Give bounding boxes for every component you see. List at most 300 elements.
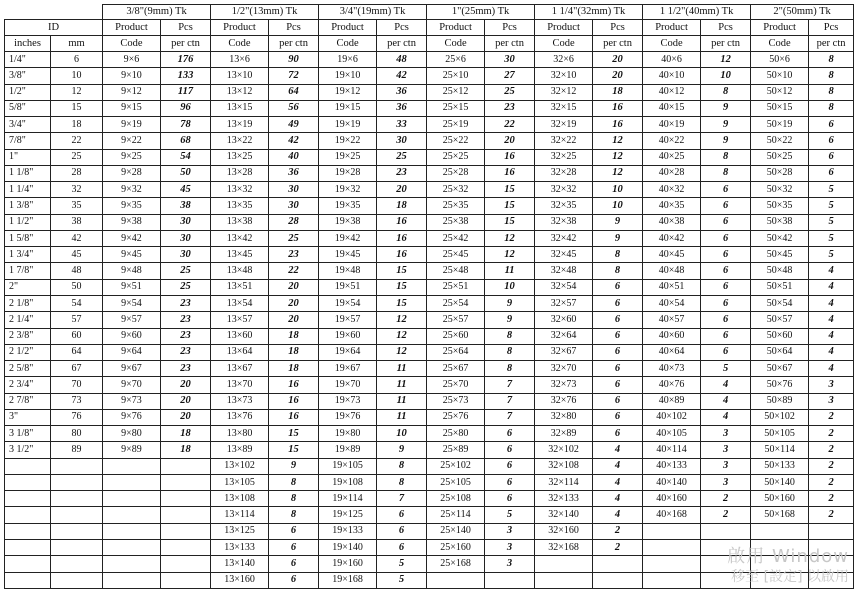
pcs-per-ctn-cell (485, 572, 535, 589)
table-row (5, 182, 854, 198)
table-row (5, 523, 854, 539)
product-code-header: Product (535, 20, 593, 36)
pcs-per-ctn-cell: 56 (269, 100, 319, 116)
product-code-cell: 13×48 (211, 263, 269, 279)
pcs-per-ctn-cell: 10 (377, 426, 427, 442)
pcs-per-ctn-cell: 4 (809, 344, 854, 360)
product-code-cell: 50×28 (751, 165, 809, 181)
product-code-cell: 13×57 (211, 312, 269, 328)
product-code-cell: 50×22 (751, 133, 809, 149)
product-code-cell: 32×22 (535, 133, 593, 149)
id-inches-cell: 3 1/8" (5, 426, 51, 442)
pcs-per-ctn-cell: 18 (161, 442, 211, 458)
pcs-per-ctn-cell: 7 (377, 491, 427, 507)
product-code-cell: 32×57 (535, 295, 593, 311)
pcs-per-ctn-cell: 54 (161, 149, 211, 165)
pcs-per-ctn-cell (593, 556, 643, 572)
product-code-cell: 13×12 (211, 84, 269, 100)
id-inches-cell (5, 458, 51, 474)
product-code-cell: 9×54 (103, 295, 161, 311)
pcs-per-ctn-cell: 36 (377, 100, 427, 116)
pcs-per-ctn-cell: 5 (701, 361, 751, 377)
product-code-cell: 25×70 (427, 377, 485, 393)
product-code-cell: 13×25 (211, 149, 269, 165)
table-row (5, 312, 854, 328)
product-code-cell: 13×67 (211, 361, 269, 377)
pcs-per-ctn-cell: 20 (161, 377, 211, 393)
pcs-per-ctn-cell (701, 523, 751, 539)
id-mm-cell: 22 (51, 133, 103, 149)
pcs-per-ctn-cell: 6 (485, 491, 535, 507)
pcs-per-ctn-cell: 6 (593, 377, 643, 393)
pcs-per-ctn-cell: 12 (377, 312, 427, 328)
pcs-per-ctn-cell: 4 (809, 295, 854, 311)
product-code-header: Code (103, 36, 161, 52)
product-code-cell: 25×28 (427, 165, 485, 181)
product-code-cell: 19×76 (319, 409, 377, 425)
pcs-per-ctn-cell: 4 (701, 393, 751, 409)
product-code-cell: 25×12 (427, 84, 485, 100)
group-header: 3/8"(9mm) Tk (103, 5, 211, 20)
pcs-per-ctn-cell: 8 (809, 52, 854, 68)
pcs-per-ctn-cell: 3 (701, 426, 751, 442)
id-inches-cell: 2 3/4" (5, 377, 51, 393)
pcs-per-ctn-cell: 6 (701, 182, 751, 198)
product-code-cell: 9×67 (103, 361, 161, 377)
pcs-per-ctn-cell: 42 (269, 133, 319, 149)
pcs-header: Pcs (161, 20, 211, 36)
pcs-per-ctn-cell: 6 (593, 312, 643, 328)
pcs-per-ctn-cell: 16 (377, 230, 427, 246)
table-row (5, 426, 854, 442)
product-code-cell: 13×76 (211, 409, 269, 425)
watermark-line1: 啟用 Window (727, 546, 849, 567)
pcs-per-ctn-cell (161, 572, 211, 589)
product-code-cell: 40×38 (643, 214, 701, 230)
pcs-per-ctn-cell: 22 (485, 117, 535, 133)
table-row (5, 539, 854, 555)
product-code-cell: 9×6 (103, 52, 161, 68)
product-code-cell: 40×76 (643, 377, 701, 393)
product-code-cell: 32×25 (535, 149, 593, 165)
id-mm-cell: 89 (51, 442, 103, 458)
product-code-cell: 19×48 (319, 263, 377, 279)
product-code-header: Product (751, 20, 809, 36)
id-mm-cell: 10 (51, 68, 103, 84)
pcs-per-ctn-cell: 12 (701, 52, 751, 68)
pcs-per-ctn-cell: 38 (161, 198, 211, 214)
product-code-cell: 32×60 (535, 312, 593, 328)
product-code-cell: 9×51 (103, 279, 161, 295)
pcs-header: per ctn (269, 36, 319, 52)
pcs-header: per ctn (701, 36, 751, 52)
product-code-cell: 9×73 (103, 393, 161, 409)
id-inches-cell: 2 3/8" (5, 328, 51, 344)
id-inches-cell: 1/2" (5, 84, 51, 100)
corner-cell (5, 5, 103, 20)
pcs-per-ctn-cell: 5 (485, 507, 535, 523)
pcs-per-ctn-cell: 18 (377, 198, 427, 214)
id-mm-cell: 18 (51, 117, 103, 133)
pcs-per-ctn-cell: 16 (269, 409, 319, 425)
pcs-per-ctn-cell: 25 (161, 263, 211, 279)
product-code-cell: 25×38 (427, 214, 485, 230)
product-code-cell: 19×38 (319, 214, 377, 230)
product-code-cell: 19×35 (319, 198, 377, 214)
pcs-per-ctn-cell: 3 (701, 458, 751, 474)
product-code-cell: 9×48 (103, 263, 161, 279)
pcs-per-ctn-cell: 8 (485, 328, 535, 344)
id-mm-cell (51, 458, 103, 474)
pcs-per-ctn-cell: 2 (809, 442, 854, 458)
product-code-cell: 50×76 (751, 377, 809, 393)
id-inches-cell (5, 556, 51, 572)
pcs-per-ctn-cell: 20 (161, 393, 211, 409)
pcs-per-ctn-cell: 33 (377, 117, 427, 133)
product-code-cell: 13×64 (211, 344, 269, 360)
pcs-per-ctn-cell: 7 (485, 393, 535, 409)
pcs-per-ctn-cell: 3 (701, 442, 751, 458)
id-mm-cell: 38 (51, 214, 103, 230)
product-code-cell: 13×60 (211, 328, 269, 344)
table-row (5, 344, 854, 360)
pcs-per-ctn-cell: 4 (809, 328, 854, 344)
product-code-cell: 9×80 (103, 426, 161, 442)
pcs-per-ctn-cell: 6 (593, 361, 643, 377)
pcs-per-ctn-cell: 27 (485, 68, 535, 84)
inches-header: inches (5, 36, 51, 52)
product-code-cell: 32×15 (535, 100, 593, 116)
pcs-per-ctn-cell: 8 (809, 100, 854, 116)
product-code-cell: 9×35 (103, 198, 161, 214)
product-code-cell: 40×12 (643, 84, 701, 100)
pcs-per-ctn-cell: 117 (161, 84, 211, 100)
product-code-cell: 13×102 (211, 458, 269, 474)
product-code-cell: 32×89 (535, 426, 593, 442)
id-mm-cell (51, 572, 103, 589)
product-code-cell: 32×102 (535, 442, 593, 458)
table-row (5, 361, 854, 377)
product-code-cell: 19×45 (319, 247, 377, 263)
pcs-per-ctn-cell: 20 (269, 279, 319, 295)
product-code-cell: 40×48 (643, 263, 701, 279)
table-row (5, 117, 854, 133)
product-code-cell: 40×60 (643, 328, 701, 344)
pcs-per-ctn-cell: 6 (701, 279, 751, 295)
product-code-cell: 25×48 (427, 263, 485, 279)
product-code-cell: 13×35 (211, 198, 269, 214)
product-code-cell: 40×32 (643, 182, 701, 198)
product-code-cell: 19×105 (319, 458, 377, 474)
pcs-per-ctn-cell: 2 (809, 458, 854, 474)
pcs-per-ctn-cell: 23 (269, 247, 319, 263)
product-code-cell: 19×114 (319, 491, 377, 507)
table-row (5, 377, 854, 393)
product-code-cell: 50×10 (751, 68, 809, 84)
id-inches-cell: 2 1/4" (5, 312, 51, 328)
product-code-cell: 13×38 (211, 214, 269, 230)
product-code-cell: 40×51 (643, 279, 701, 295)
pcs-per-ctn-cell: 9 (485, 312, 535, 328)
pcs-per-ctn-cell: 6 (593, 344, 643, 360)
product-code-cell: 9×22 (103, 133, 161, 149)
id-inches-cell (5, 523, 51, 539)
id-inches-cell (5, 474, 51, 490)
pcs-header: per ctn (809, 36, 854, 52)
id-mm-cell: 15 (51, 100, 103, 116)
product-code-cell: 40×45 (643, 247, 701, 263)
pcs-per-ctn-cell: 36 (269, 165, 319, 181)
id-inches-cell: 3/4" (5, 117, 51, 133)
id-inches-cell: 1 1/8" (5, 165, 51, 181)
pcs-per-ctn-cell: 9 (593, 214, 643, 230)
pcs-per-ctn-cell: 11 (377, 377, 427, 393)
id-mm-cell: 54 (51, 295, 103, 311)
pcs-per-ctn-cell: 6 (593, 409, 643, 425)
watermark-line2: 移至 [設定] 以啟用 (731, 569, 849, 585)
product-code-cell: 13×19 (211, 117, 269, 133)
product-code-cell: 13×10 (211, 68, 269, 84)
pcs-per-ctn-cell: 68 (161, 133, 211, 149)
product-code-cell: 25×45 (427, 247, 485, 263)
product-code-cell: 32×10 (535, 68, 593, 84)
product-code-cell: 40×133 (643, 458, 701, 474)
product-code-cell: 32×133 (535, 491, 593, 507)
product-code-cell: 25×140 (427, 523, 485, 539)
product-code-cell: 19×60 (319, 328, 377, 344)
pcs-per-ctn-cell: 25 (269, 230, 319, 246)
product-code-header: Code (535, 36, 593, 52)
pcs-per-ctn-cell: 4 (593, 491, 643, 507)
pcs-per-ctn-cell: 9 (485, 295, 535, 311)
pcs-per-ctn-cell (593, 572, 643, 589)
pcs-per-ctn-cell: 176 (161, 52, 211, 68)
pcs-per-ctn-cell: 4 (809, 263, 854, 279)
product-code-cell: 32×38 (535, 214, 593, 230)
pcs-per-ctn-cell: 12 (593, 149, 643, 165)
product-code-cell: 25×73 (427, 393, 485, 409)
product-code-cell: 19×10 (319, 68, 377, 84)
pcs-per-ctn-cell: 18 (269, 328, 319, 344)
pcs-per-ctn-cell: 6 (593, 279, 643, 295)
product-code-cell (103, 523, 161, 539)
product-code-cell: 9×42 (103, 230, 161, 246)
pcs-per-ctn-cell: 3 (701, 474, 751, 490)
pcs-per-ctn-cell: 8 (485, 361, 535, 377)
product-code-cell: 50×160 (751, 491, 809, 507)
product-code-cell: 25×10 (427, 68, 485, 84)
windows-activation-watermark (727, 547, 849, 587)
product-code-cell: 32×6 (535, 52, 593, 68)
product-code-header: Product (427, 20, 485, 36)
pcs-per-ctn-cell: 64 (269, 84, 319, 100)
product-code-cell: 50×42 (751, 230, 809, 246)
product-code-header: Product (643, 20, 701, 36)
pcs-per-ctn-cell: 15 (377, 279, 427, 295)
pcs-per-ctn-cell: 16 (485, 149, 535, 165)
table-row (5, 165, 854, 181)
id-inches-cell: 1" (5, 149, 51, 165)
pcs-per-ctn-cell: 6 (269, 556, 319, 572)
pcs-per-ctn-cell (161, 556, 211, 572)
product-code-cell (103, 491, 161, 507)
table-row (5, 214, 854, 230)
pcs-per-ctn-cell: 20 (593, 68, 643, 84)
id-mm-cell (51, 539, 103, 555)
id-mm-cell: 6 (51, 52, 103, 68)
table-row (5, 572, 854, 589)
pcs-per-ctn-cell: 12 (485, 230, 535, 246)
id-inches-cell: 3/8" (5, 68, 51, 84)
pcs-per-ctn-cell: 30 (161, 214, 211, 230)
product-code-cell: 40×54 (643, 295, 701, 311)
pcs-per-ctn-cell: 30 (485, 52, 535, 68)
pcs-per-ctn-cell (161, 491, 211, 507)
id-inches-cell: 1/4" (5, 52, 51, 68)
product-code-cell: 25×105 (427, 474, 485, 490)
pcs-per-ctn-cell: 12 (377, 328, 427, 344)
id-mm-cell (51, 507, 103, 523)
product-code-cell (643, 572, 701, 589)
product-code-cell: 9×15 (103, 100, 161, 116)
table-row (5, 68, 854, 84)
group-header: 1/2"(13mm) Tk (211, 5, 319, 20)
pcs-per-ctn-cell: 8 (701, 165, 751, 181)
product-code-cell: 19×22 (319, 133, 377, 149)
pcs-per-ctn-cell: 23 (161, 344, 211, 360)
pcs-per-ctn-cell (809, 523, 854, 539)
table-row (5, 393, 854, 409)
id-inches-cell: 1 3/4" (5, 247, 51, 263)
product-code-cell: 9×76 (103, 409, 161, 425)
product-code-cell (535, 556, 593, 572)
pcs-per-ctn-cell: 6 (485, 442, 535, 458)
pcs-per-ctn-cell: 9 (701, 100, 751, 116)
group-header: 1 1/2"(40mm) Tk (643, 5, 751, 20)
pcs-per-ctn-cell: 20 (161, 409, 211, 425)
product-code-cell: 9×64 (103, 344, 161, 360)
pcs-per-ctn-cell: 6 (377, 507, 427, 523)
product-code-cell: 32×12 (535, 84, 593, 100)
product-code-cell: 13×22 (211, 133, 269, 149)
pcs-per-ctn-cell: 8 (809, 84, 854, 100)
id-inches-cell: 5/8" (5, 100, 51, 116)
pcs-header: Pcs (377, 20, 427, 36)
pcs-per-ctn-cell: 15 (485, 214, 535, 230)
id-mm-cell: 76 (51, 409, 103, 425)
pcs-per-ctn-cell: 12 (593, 133, 643, 149)
product-code-cell: 32×140 (535, 507, 593, 523)
id-inches-cell: 2 5/8" (5, 361, 51, 377)
id-inches-cell: 1 1/2" (5, 214, 51, 230)
pcs-header: per ctn (593, 36, 643, 52)
product-code-cell (751, 523, 809, 539)
pcs-per-ctn-cell: 49 (269, 117, 319, 133)
pcs-per-ctn-cell: 6 (485, 458, 535, 474)
pcs-per-ctn-cell: 5 (377, 572, 427, 589)
product-code-cell: 25×60 (427, 328, 485, 344)
pcs-per-ctn-cell: 4 (593, 474, 643, 490)
pcs-per-ctn-cell: 10 (593, 182, 643, 198)
product-code-cell: 19×6 (319, 52, 377, 68)
product-code-cell: 32×80 (535, 409, 593, 425)
product-code-cell: 19×15 (319, 100, 377, 116)
pcs-per-ctn-cell: 6 (593, 393, 643, 409)
pcs-per-ctn-cell: 5 (809, 198, 854, 214)
pcs-per-ctn-cell: 18 (161, 426, 211, 442)
product-code-cell: 50×6 (751, 52, 809, 68)
product-code-cell: 32×54 (535, 279, 593, 295)
pcs-per-ctn-cell: 72 (269, 68, 319, 84)
pcs-per-ctn-cell: 20 (377, 182, 427, 198)
pcs-per-ctn-cell: 23 (161, 312, 211, 328)
pcs-per-ctn-cell: 2 (809, 507, 854, 523)
id-mm-cell: 60 (51, 328, 103, 344)
id-inches-cell: 3" (5, 409, 51, 425)
product-code-cell: 13×140 (211, 556, 269, 572)
product-code-cell: 9×57 (103, 312, 161, 328)
id-inches-cell: 1 5/8" (5, 230, 51, 246)
pcs-per-ctn-cell: 20 (269, 295, 319, 311)
pcs-per-ctn-cell: 6 (485, 474, 535, 490)
product-code-cell: 9×38 (103, 214, 161, 230)
product-code-cell (535, 572, 593, 589)
product-code-cell: 50×114 (751, 442, 809, 458)
group-header: 2"(50mm) Tk (751, 5, 854, 20)
id-mm-cell: 70 (51, 377, 103, 393)
pcs-per-ctn-cell: 23 (161, 328, 211, 344)
product-code-cell: 50×60 (751, 328, 809, 344)
pcs-per-ctn-cell: 6 (701, 344, 751, 360)
product-code-cell: 32×45 (535, 247, 593, 263)
table-row (5, 133, 854, 149)
product-code-header: Code (319, 36, 377, 52)
table-row (5, 100, 854, 116)
product-code-cell: 19×19 (319, 117, 377, 133)
product-code-cell: 19×168 (319, 572, 377, 589)
product-code-cell: 13×6 (211, 52, 269, 68)
product-code-cell: 40×105 (643, 426, 701, 442)
product-code-cell: 25×22 (427, 133, 485, 149)
pcs-per-ctn-cell: 2 (809, 491, 854, 507)
pcs-per-ctn-cell: 25 (485, 84, 535, 100)
pcs-per-ctn-cell (161, 507, 211, 523)
product-code-header: Code (643, 36, 701, 52)
pcs-per-ctn-cell: 4 (701, 377, 751, 393)
id-mm-cell: 28 (51, 165, 103, 181)
product-code-cell: 13×42 (211, 230, 269, 246)
table-row (5, 263, 854, 279)
group-header: 1"(25mm) Tk (427, 5, 535, 20)
product-code-cell (103, 556, 161, 572)
id-mm-cell: 80 (51, 426, 103, 442)
product-code-header: Product (103, 20, 161, 36)
pcs-per-ctn-cell: 6 (269, 572, 319, 589)
product-code-cell: 13×45 (211, 247, 269, 263)
pcs-per-ctn-cell: 15 (485, 198, 535, 214)
product-code-cell: 19×67 (319, 361, 377, 377)
pcs-per-ctn-cell: 16 (269, 393, 319, 409)
pcs-per-ctn-cell: 30 (269, 198, 319, 214)
product-code-cell: 19×51 (319, 279, 377, 295)
pcs-per-ctn-cell: 30 (377, 133, 427, 149)
product-code-cell: 40×6 (643, 52, 701, 68)
product-code-cell: 40×19 (643, 117, 701, 133)
product-code-cell: 19×108 (319, 474, 377, 490)
pcs-per-ctn-cell: 6 (269, 539, 319, 555)
id-mm-cell: 25 (51, 149, 103, 165)
product-code-cell: 32×76 (535, 393, 593, 409)
